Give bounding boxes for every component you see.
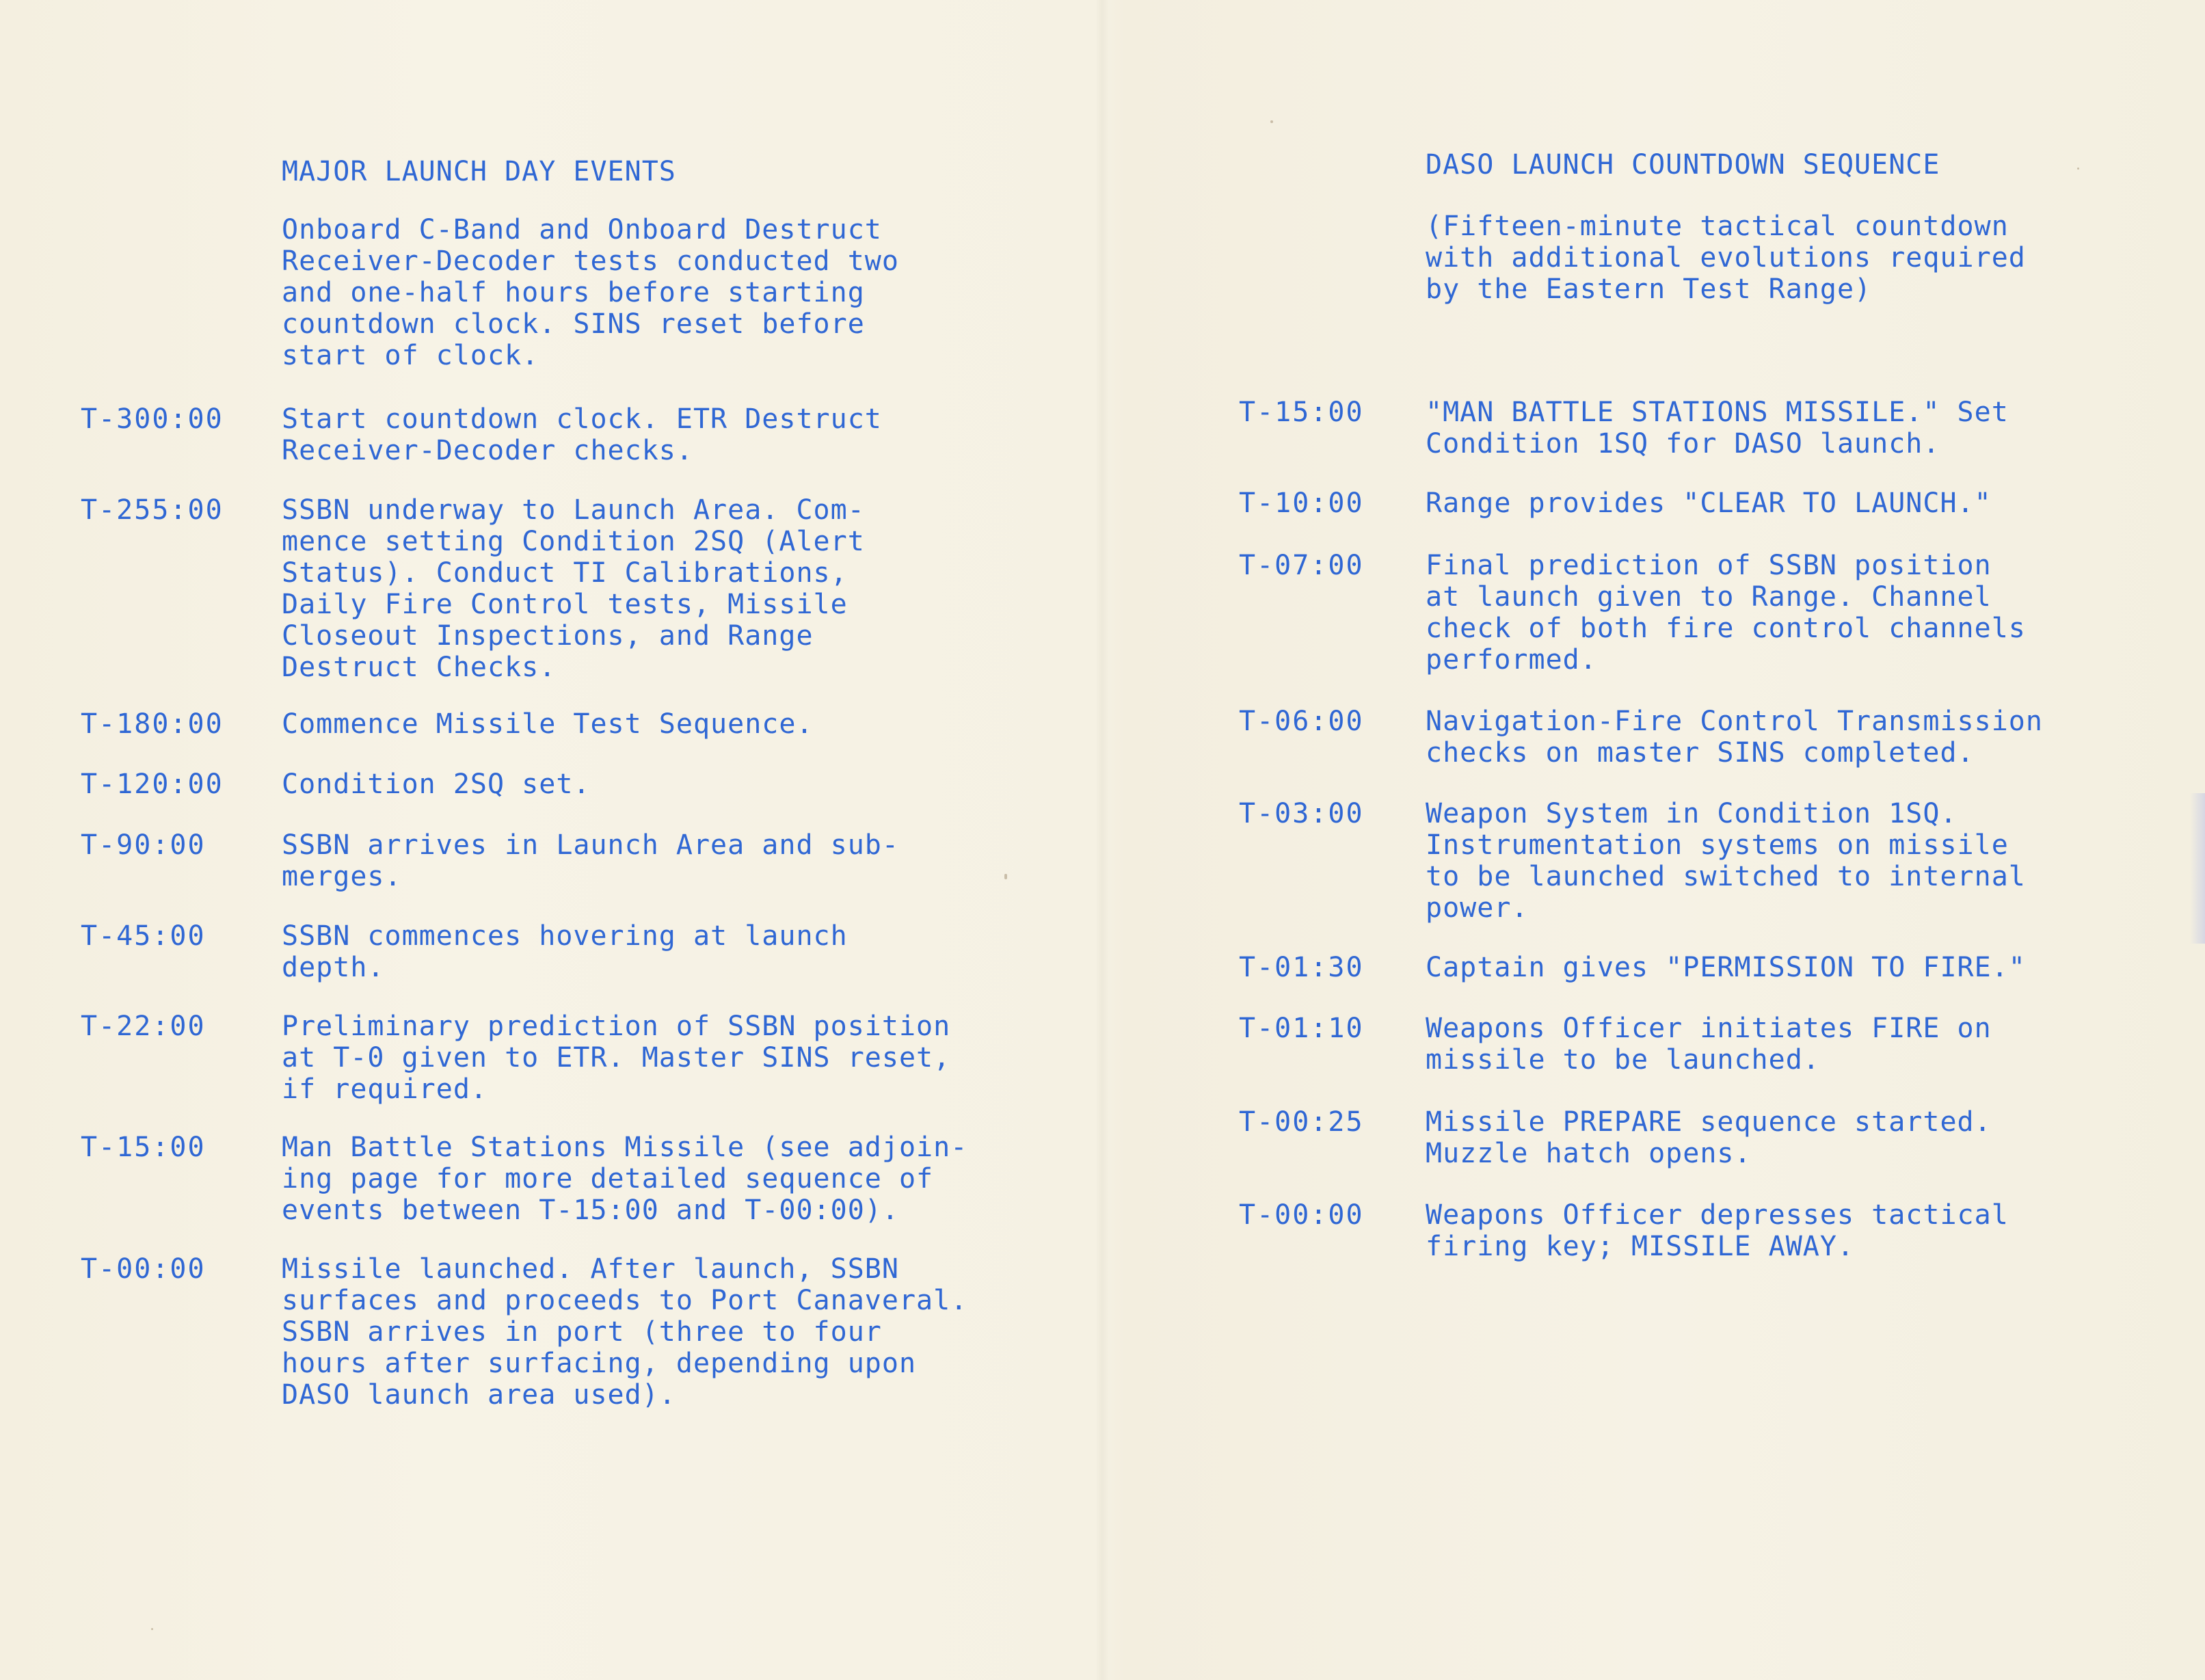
event-description: SSBN commences hovering at launch depth.	[282, 920, 848, 983]
event-time: T-00:00	[81, 1253, 206, 1285]
left-page-intro: Onboard C-Band and Onboard Destruct Receiver-Decoder tests conducted two and one-half hours before starting countdown clock. SINS reset before start of clock.	[282, 214, 899, 371]
event-description: Weapon System in Condition 1SQ. Instrumentation systems on missile to be launched switched to internal power.	[1426, 798, 2026, 924]
event-description: Condition 2SQ set.	[282, 769, 591, 800]
event-time: T-180:00	[81, 708, 224, 740]
paper-speck	[1004, 874, 1007, 879]
event-description: Range provides "CLEAR TO LAUNCH."	[1426, 488, 1992, 519]
event-description: "MAN BATTLE STATIONS MISSILE." Set Condition 1SQ for DASO launch.	[1426, 397, 2009, 459]
paper-speck	[1270, 120, 1273, 123]
event-time: T-00:00	[1239, 1199, 1364, 1231]
event-description: Preliminary prediction of SSBN position at T-0 given to ETR. Master SINS reset, if required.	[282, 1011, 951, 1105]
event-time: T-255:00	[81, 494, 224, 526]
event-time: T-15:00	[81, 1132, 206, 1163]
event-description: Start countdown clock. ETR Destruct Receiver-Decoder checks.	[282, 403, 882, 466]
page-edge-shadow	[2190, 793, 2205, 944]
event-description: Commence Missile Test Sequence.	[282, 708, 814, 740]
event-time: T-15:00	[1239, 397, 1364, 428]
event-description: Man Battle Stations Missile (see adjoin- ing page for more detailed sequence of events between T-15:00 and T-00:00).	[282, 1132, 968, 1226]
paper-speck	[151, 1628, 153, 1630]
event-time: T-01:30	[1239, 952, 1364, 983]
event-description: Navigation-Fire Control Transmission checks on master SINS completed.	[1426, 706, 2043, 769]
event-description: SSBN arrives in Launch Area and sub- merges.	[282, 829, 899, 892]
event-description: SSBN underway to Launch Area. Com- mence setting Condition 2SQ (Alert Status). Conduct TI Calibrations, Daily Fire Control tests, Missile Closeout Inspections, and Range Destruct Checks.	[282, 494, 865, 683]
left-page-title: MAJOR LAUNCH DAY EVENTS	[282, 156, 676, 187]
left-page	[0, 0, 1067, 1680]
right-page-title: DASO LAUNCH COUNTDOWN SEQUENCE	[1426, 149, 1940, 181]
page-fold	[1095, 0, 1109, 1680]
event-time: T-07:00	[1239, 550, 1364, 581]
event-description: Final prediction of SSBN position at launch given to Range. Channel check of both fire control channels performed.	[1426, 550, 2026, 676]
right-page-intro: (Fifteen-minute tactical countdown with additional evolutions required by the Eastern Test Range)	[1426, 211, 2026, 305]
event-time: T-22:00	[81, 1011, 206, 1042]
event-description: Missile PREPARE sequence started. Muzzle hatch opens.	[1426, 1106, 1992, 1169]
event-description: Missile launched. After launch, SSBN surfaces and proceeds to Port Canaveral. SSBN arrives in port (three to four hours after surfacing, depending upon DASO launch area used).	[282, 1253, 968, 1411]
event-time: T-120:00	[81, 769, 224, 800]
paper-speck	[2077, 168, 2079, 170]
event-description: Weapons Officer depresses tactical firing key; MISSILE AWAY.	[1426, 1199, 2009, 1262]
event-description: Weapons Officer initiates FIRE on missile to be launched.	[1426, 1013, 1992, 1076]
event-time: T-06:00	[1239, 706, 1364, 737]
event-time: T-00:25	[1239, 1106, 1364, 1138]
event-description: Captain gives "PERMISSION TO FIRE."	[1426, 952, 2026, 983]
event-time: T-90:00	[81, 829, 206, 861]
right-page	[1108, 0, 2205, 1680]
event-time: T-300:00	[81, 403, 224, 435]
event-time: T-01:10	[1239, 1013, 1364, 1044]
event-time: T-10:00	[1239, 488, 1364, 519]
event-time: T-45:00	[81, 920, 206, 952]
event-time: T-03:00	[1239, 798, 1364, 829]
